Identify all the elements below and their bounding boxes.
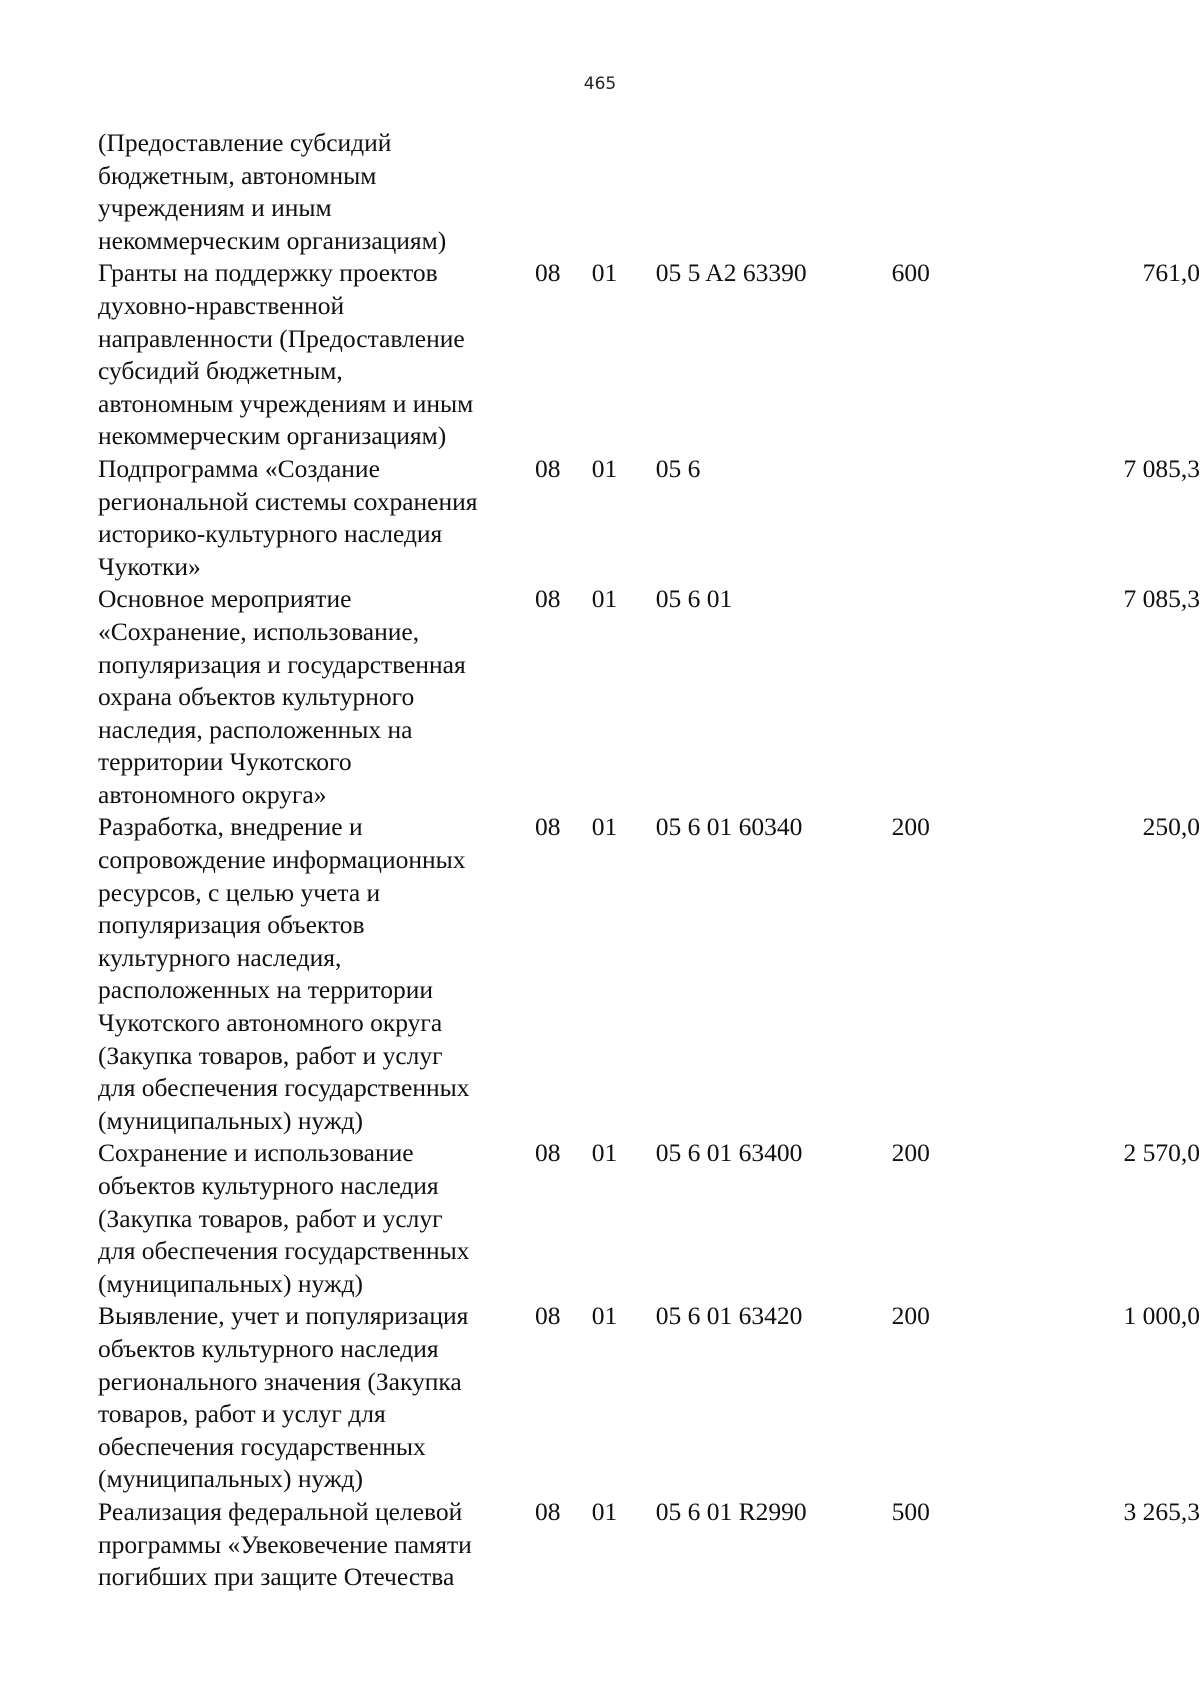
table-row xyxy=(98,127,1200,257)
item-name-line: регионального значения (Закупка xyxy=(98,1366,462,1396)
target-article-code-cell xyxy=(656,127,892,257)
item-name-line: для обеспечения государственных xyxy=(98,1236,470,1266)
item-name-line: культурного наследия, xyxy=(98,942,342,972)
item-name-line: Гранты на поддержку проектов xyxy=(98,258,438,288)
item-name-cell xyxy=(98,1137,533,1300)
item-name-cell xyxy=(98,1300,533,1496)
item-name-line: обеспечения государственных xyxy=(98,1431,426,1461)
item-name-line: Чукотского автономного округа xyxy=(98,1008,443,1038)
item-name-line: направленности (Предоставление xyxy=(98,323,465,353)
section-code-cell: 08 xyxy=(534,812,561,842)
subsection-code-cell: 01 xyxy=(591,1138,618,1168)
section-code-cell: 08 xyxy=(534,258,561,288)
item-name-line: (муниципальных) нужд) xyxy=(98,1464,364,1494)
item-name-line: бюджетным, автономным xyxy=(98,160,377,190)
item-name-line: программы «Увековечение памяти xyxy=(98,1529,472,1559)
subsection-code-cell: 01 xyxy=(591,812,618,842)
item-name-line: территории Чукотского xyxy=(98,747,352,777)
item-name-line: (Закупка товаров, работ и услуг xyxy=(98,1040,443,1070)
expense-type-code-cell xyxy=(892,583,991,811)
item-name-cell xyxy=(98,811,533,1137)
table-row xyxy=(98,453,1200,583)
item-name-cell xyxy=(98,453,533,583)
target-article-code-cell: 05 6 01 63420 xyxy=(655,1301,803,1331)
amount-cell: 7 085,3 xyxy=(1123,584,1200,614)
item-name-line: объектов культурного наследия xyxy=(98,1333,439,1363)
target-article-code-cell: 05 6 01 xyxy=(655,584,733,614)
expense-type-code-cell: 500 xyxy=(891,1496,930,1526)
section-code-cell: 08 xyxy=(534,453,561,483)
item-name-line: «Сохранение, использование, xyxy=(98,616,420,646)
item-name-line: объектов культурного наследия xyxy=(98,1171,439,1200)
table-row xyxy=(98,257,1200,453)
budget-table xyxy=(98,127,1200,1594)
item-name-line: Выявление, учет и популяризация xyxy=(98,1301,469,1331)
item-name-line: автономным учреждениям и иным xyxy=(98,388,474,418)
item-name-line: Чукотки» xyxy=(98,551,201,581)
item-name-line: Сохранение и использование xyxy=(98,1138,414,1168)
subsection-code-cell: 01 xyxy=(591,1301,618,1331)
target-article-code-cell: 05 6 01 R2990 xyxy=(655,1496,807,1526)
target-article-code-cell: 05 6 xyxy=(655,453,701,483)
item-name-line: региональной системы сохранения xyxy=(98,486,478,516)
subsection-code-cell: 01 xyxy=(591,584,618,614)
item-name-line: (Закупка товаров, работ и услуг xyxy=(98,1203,443,1233)
section-code-cell: 08 xyxy=(534,584,561,614)
item-name-line: ресурсов, с целью учета и xyxy=(98,877,381,907)
item-name-line: популяризация объектов xyxy=(98,910,365,940)
item-name-line: для обеспечения государственных xyxy=(98,1073,470,1103)
item-name-line: (муниципальных) нужд) xyxy=(98,1268,364,1298)
target-article-code-cell: 05 6 01 63400 xyxy=(655,1138,803,1168)
item-name-line: охрана объектов культурного xyxy=(98,682,415,712)
expense-type-code-cell xyxy=(892,453,991,583)
item-name-line: Реализация федеральной целевой xyxy=(98,1496,463,1526)
table-row xyxy=(98,583,1200,811)
item-name-line: расположенных на территории xyxy=(98,975,433,1005)
amount-cell: 3 265,3 xyxy=(1123,1496,1200,1526)
expense-type-code-cell: 600 xyxy=(891,258,930,288)
target-article-code-cell: 05 6 01 60340 xyxy=(655,812,803,842)
section-code-cell xyxy=(533,127,590,257)
item-name-line: Подпрограмма «Создание xyxy=(98,453,380,483)
subsection-code-cell: 01 xyxy=(591,453,618,483)
item-name-cell xyxy=(98,257,533,453)
amount-cell: 761,0 xyxy=(1142,258,1200,288)
subsection-code-cell: 01 xyxy=(591,1496,618,1526)
table-row xyxy=(98,1496,1200,1594)
table-row xyxy=(98,1300,1200,1496)
amount-cell: 7 085,3 xyxy=(1123,453,1200,483)
item-name-line: популяризация и государственная xyxy=(98,649,466,679)
item-name-line: (Предоставление субсидий xyxy=(98,128,392,157)
table-row xyxy=(98,811,1200,1137)
section-code-cell: 08 xyxy=(534,1138,561,1168)
item-name-cell xyxy=(98,583,533,811)
amount-cell: 2 570,0 xyxy=(1123,1138,1200,1168)
item-name-line: (муниципальных) нужд) xyxy=(98,1105,364,1135)
item-name-line: Основное мероприятие xyxy=(98,584,352,614)
subsection-code-cell xyxy=(590,127,656,257)
item-name-cell xyxy=(98,127,533,257)
item-name-line: товаров, работ и услуг для xyxy=(98,1399,386,1429)
item-name-cell xyxy=(98,1496,533,1594)
item-name-line: некоммерческим организациям) xyxy=(98,421,447,451)
section-code-cell: 08 xyxy=(534,1301,561,1331)
item-name-line: погибших при защите Отечества xyxy=(98,1562,455,1592)
target-article-code-cell: 05 5 A2 63390 xyxy=(655,258,807,288)
item-name-line: историко-культурного наследия xyxy=(98,519,443,549)
item-name-line: учреждениям и иным xyxy=(98,193,332,223)
table-row xyxy=(98,1137,1200,1300)
item-name-line: некоммерческим организациям) xyxy=(98,225,447,255)
expense-type-code-cell xyxy=(892,127,991,257)
item-name-line: Разработка, внедрение и xyxy=(98,812,363,842)
section-code-cell: 08 xyxy=(534,1496,561,1526)
amount-cell xyxy=(990,127,1200,257)
amount-cell: 1 000,0 xyxy=(1123,1301,1200,1331)
page-number: 465 xyxy=(583,74,617,94)
expense-type-code-cell: 200 xyxy=(891,1138,930,1168)
item-name-line: сопровождение информационных xyxy=(98,845,466,875)
amount-cell: 250,0 xyxy=(1142,812,1200,842)
item-name-line: духовно-нравственной xyxy=(98,290,345,320)
item-name-line: субсидий бюджетным, xyxy=(98,356,343,386)
expense-type-code-cell: 200 xyxy=(891,1301,930,1331)
item-name-line: автономного округа» xyxy=(98,779,327,809)
item-name-line: наследия, расположенных на xyxy=(98,714,413,744)
subsection-code-cell: 01 xyxy=(591,258,618,288)
expense-type-code-cell: 200 xyxy=(891,812,930,842)
